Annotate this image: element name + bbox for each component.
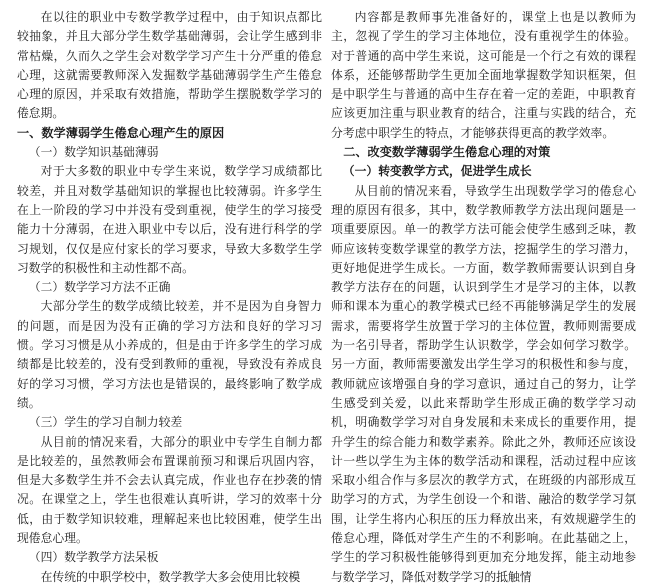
- left-column: [17, 8, 322, 587]
- section2-subsection1-heading: （一）转变教学方式，促进学生成长: [342, 164, 532, 179]
- subsection4-heading: （四）数学教学方法呆板: [28, 550, 159, 565]
- section2-subsection1-paragraph: 从目前的情况来看，导致学生出现数学学习的倦怠心理的原因有很多，其中，数学教师教学方法出现问题是一项重要原因。单一的教学方法可能会使学生感到乏味，教师应该转变数学课堂的教学方法，挖掘学生的学习潜力，更好地促进学生成长。一方面，数学教师需要认识到自身教学方法存在的问题，认识到学生才是学习的主体，以教师和课本为重心的教学模式已经不再能够满足学生的发展需求，需要将学生放置于学习的主体位置，教师则需要成为一名引导者，帮助学生认识数学，学会如何学习数学。另一方面，教师需要激发出学生学习的积极性和参与度，教师就应该增强自身的学习意识，通过自己的努力，让学生感受到关爱，以此来帮助学生形成正确的数学学习动机，明确数学学习对自身发展和未来成长的重要作用，提升学生的综合能力和数学素养。除此之外，教师还应该设计一些以学生为主体的数学活动和课程，活动过程中应该采取小组合作与多层次的教学方式，在班级的内部形成互助学习的方式，为学生创设一个和谐、融洽的数学学习氛围，让学生将内心积压的压力释放出来，有效规避学生的倦怠心理，降低对学生产生的不利影响。在此基础之上，学生的学习积极性能够得到更加充分地发挥，能主动地参与数学学习，降低对数学学习的抵触情: [331, 183, 636, 584]
- subsection1-paragraph: 对于大多数的职业中专学生来说，数学学习成绩都比较差，并且对数学基础知识的掌握也比较薄弱。许多学生在上一阶段的学习中并没有受到重视，使学生的学习接受能力十分薄弱，在进入职业中专以后，没有进行科学的学习规划，仅仅是应付家长的学习要求，导致大多数学生学习数学的积极性和主动性都不高。: [17, 164, 322, 275]
- right-column: [331, 8, 636, 587]
- subsection4-paragraph: 在传统的中职学校中，数学教学大多会使用比较模: [40, 569, 301, 584]
- section1-heading: 一、数学薄弱学生倦怠心理产生的原因: [17, 125, 225, 140]
- subsection2-paragraph: 大部分学生的数学成绩比较差，并不是因为自身智力的问题，而是因为没有正确的学习方法和良好的学习习惯。学习习惯是从小养成的，但是由于许多学生的学习成绩都是比较差的，没有受到教师的重视，导致没有养成良好的学习习惯，学习方法也是错误的，最终影响了数学成绩。: [17, 299, 322, 410]
- section2-heading: 二、改变数学薄弱学生倦怠心理的对策: [343, 145, 551, 160]
- subsection3-paragraph: 从目前的情况来看，大部分的职业中专学生自制力都是比较差的，虽然教师会布置课前预习和课后巩固内容，但是大多数学生并不会去认真完成，作业也存在抄袭的情况。在课堂之上，学生也很难认真听讲，学习的效率十分低，由于数学知识较难，理解起来也比较困难，使学生出现倦怠心理。: [17, 434, 322, 546]
- subsection2-heading: （二）数学学习方法不正确: [28, 280, 171, 295]
- continued-paragraph: 内容都是教师事先准备好的，课堂上也是以教师为主，忽视了学生的学习主体地位，没有重视学生的体验。对于普通的高中学生来说，这可能是一个行之有效的课程体系，还能够帮助学生更加全面地掌握数学知识框架，但是中职学生与普通的高中生存在着一定的差距，中职教育应该更加注重与职业教育的结合，注重与实践的结合，充分考虑中职学生的特点，才能够获得更高的教学效率。: [331, 10, 636, 140]
- intro-paragraph: 在以往的职业中专数学教学过程中，由于知识点都比较抽象，并且大部分学生数学基础薄弱，会让学生感到非常枯燥，久而久之学生会对数学学习产生十分严重的倦怠心理，这就需要教师深入发掘数学基础薄弱学生产生倦怠心理的原因，并采取有效措施，帮助学生摆脱数学学习的倦怠期。: [17, 10, 322, 121]
- subsection1-heading: （一）数学知识基础薄弱: [28, 145, 159, 160]
- subsection3-heading: （三）学生的学习自制力较差: [28, 415, 183, 430]
